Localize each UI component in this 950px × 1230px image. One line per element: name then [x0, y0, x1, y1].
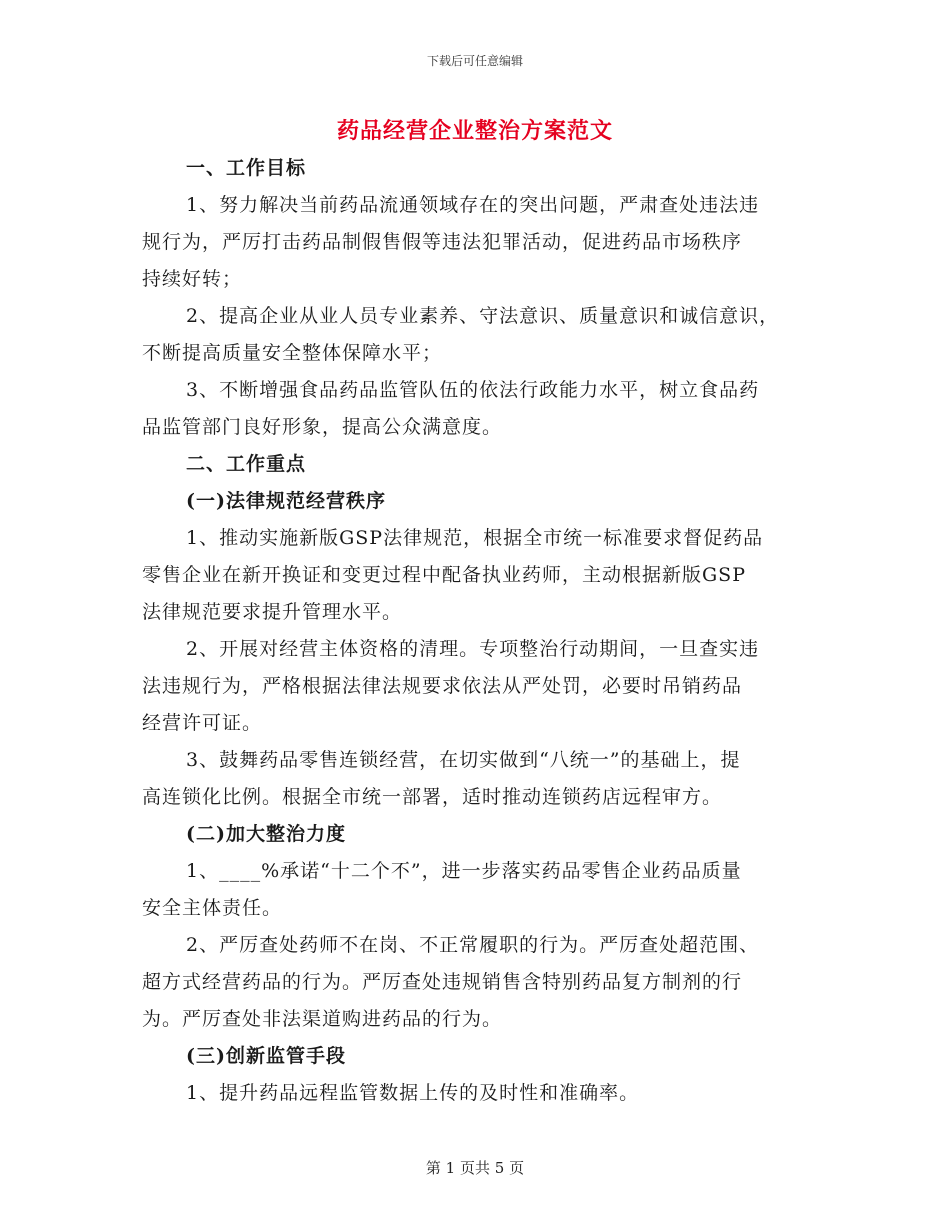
page-header: 下载后可任意编辑	[426, 54, 523, 68]
paragraph-line: 2、严厉查处药师不在岗、不正常履职的行为。严厉查处超范围、	[186, 934, 760, 956]
paragraph-line: 零售企业在新开换证和变更过程中配备执业药师，主动根据新版GSP	[142, 564, 746, 586]
paragraph-line: 持续好转；	[142, 268, 243, 290]
document-title: 药品经营企业整治方案范文	[336, 118, 613, 144]
paragraph-line: 经营许可证。	[142, 712, 263, 734]
paragraph-line: 1、努力解决当前药品流通领域存在的突出问题，严肃查处违法违	[186, 194, 760, 216]
paragraph-line: 高连锁化比例。根据全市统一部署，适时推动连锁药店远程审方。	[142, 786, 723, 808]
paragraph-line: 1、提升药品远程监管数据上传的及时性和准确率。	[186, 1082, 640, 1104]
section-heading: 二、工作重点	[186, 453, 307, 475]
paragraph-line: 品监管部门良好形象，提高公众满意度。	[142, 416, 503, 438]
paragraph-line: 2、提高企业从业人员专业素养、守法意识、质量意识和诚信意识，	[186, 305, 780, 327]
paragraph-line: 2、开展对经营主体资格的清理。专项整治行动期间，一旦查实违	[186, 638, 760, 660]
section-heading: 一、工作目标	[186, 157, 307, 179]
subsection-heading: (二)加大整治力度	[186, 823, 346, 845]
paragraph-line: 不断提高质量安全整体保障水平；	[142, 342, 443, 364]
paragraph-line: 法律规范要求提升管理水平。	[142, 601, 403, 623]
paragraph-line: 3、鼓舞药品零售连锁经营，在切实做到“八统一”的基础上，提	[186, 749, 741, 771]
subsection-heading: (三)创新监管手段	[186, 1045, 346, 1067]
page-footer: 第 1 页共 5 页	[425, 1159, 525, 1177]
paragraph-line: 1、推动实施新版GSP法律规范，根据全市统一标准要求督促药品	[186, 527, 764, 549]
paragraph-line: 超方式经营药品的行为。严厉查处违规销售含特别药品复方制剂的行	[142, 971, 743, 993]
paragraph-line: 规行为，严厉打击药品制假售假等违法犯罪活动，促进药品市场秩序	[142, 231, 743, 253]
subsection-heading: (一)法律规范经营秩序	[186, 490, 386, 512]
paragraph-line: 3、不断增强食品药品监管队伍的依法行政能力水平，树立食品药	[186, 379, 760, 401]
paragraph-line: 1、____%承诺“十二个不”，进一步落实药品零售企业药品质量	[186, 860, 742, 882]
document-body	[142, 150, 814, 1112]
paragraph-line: 法违规行为，严格根据法律法规要求依法从严处罚，必要时吊销药品	[142, 675, 743, 697]
paragraph-line: 为。严厉查处非法渠道购进药品的行为。	[142, 1008, 503, 1030]
paragraph-line: 安全主体责任。	[142, 897, 283, 919]
